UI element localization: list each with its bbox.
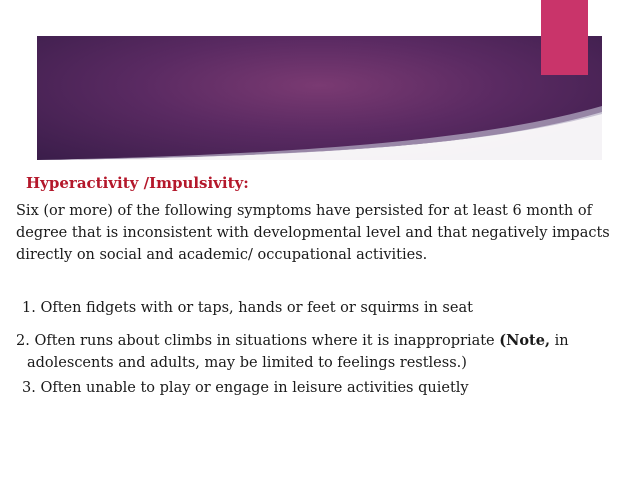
symptom-item-2-text-after: in xyxy=(550,333,569,349)
symptom-item-2-text: 2. Often runs about climbs in situations where it is inappropriate xyxy=(16,333,500,349)
symptom-item-3: 3. Often unable to play or engage in leisure activities quietly xyxy=(22,380,469,396)
symptom-item-1: 1. Often fidgets with or taps, hands or feet or squirms in seat xyxy=(22,300,473,316)
accent-tab xyxy=(541,0,588,75)
header-banner xyxy=(37,36,602,160)
intro-paragraph: Six (or more) of the following symptoms have persisted for at least 6 month of degree that is inconsistent with developmental level and that negatively impacts directly on social and academic/ occupational activities. xyxy=(16,203,610,263)
note-label: (Note, xyxy=(499,332,551,349)
symptom-item-2 xyxy=(16,330,616,374)
symptom-item-2-continuation: adolescents and adults, may be limited to feelings restless.) xyxy=(27,355,467,371)
section-heading: Hyperactivity /Impulsivity: xyxy=(26,174,249,192)
banner-sweep-decoration xyxy=(37,36,602,160)
